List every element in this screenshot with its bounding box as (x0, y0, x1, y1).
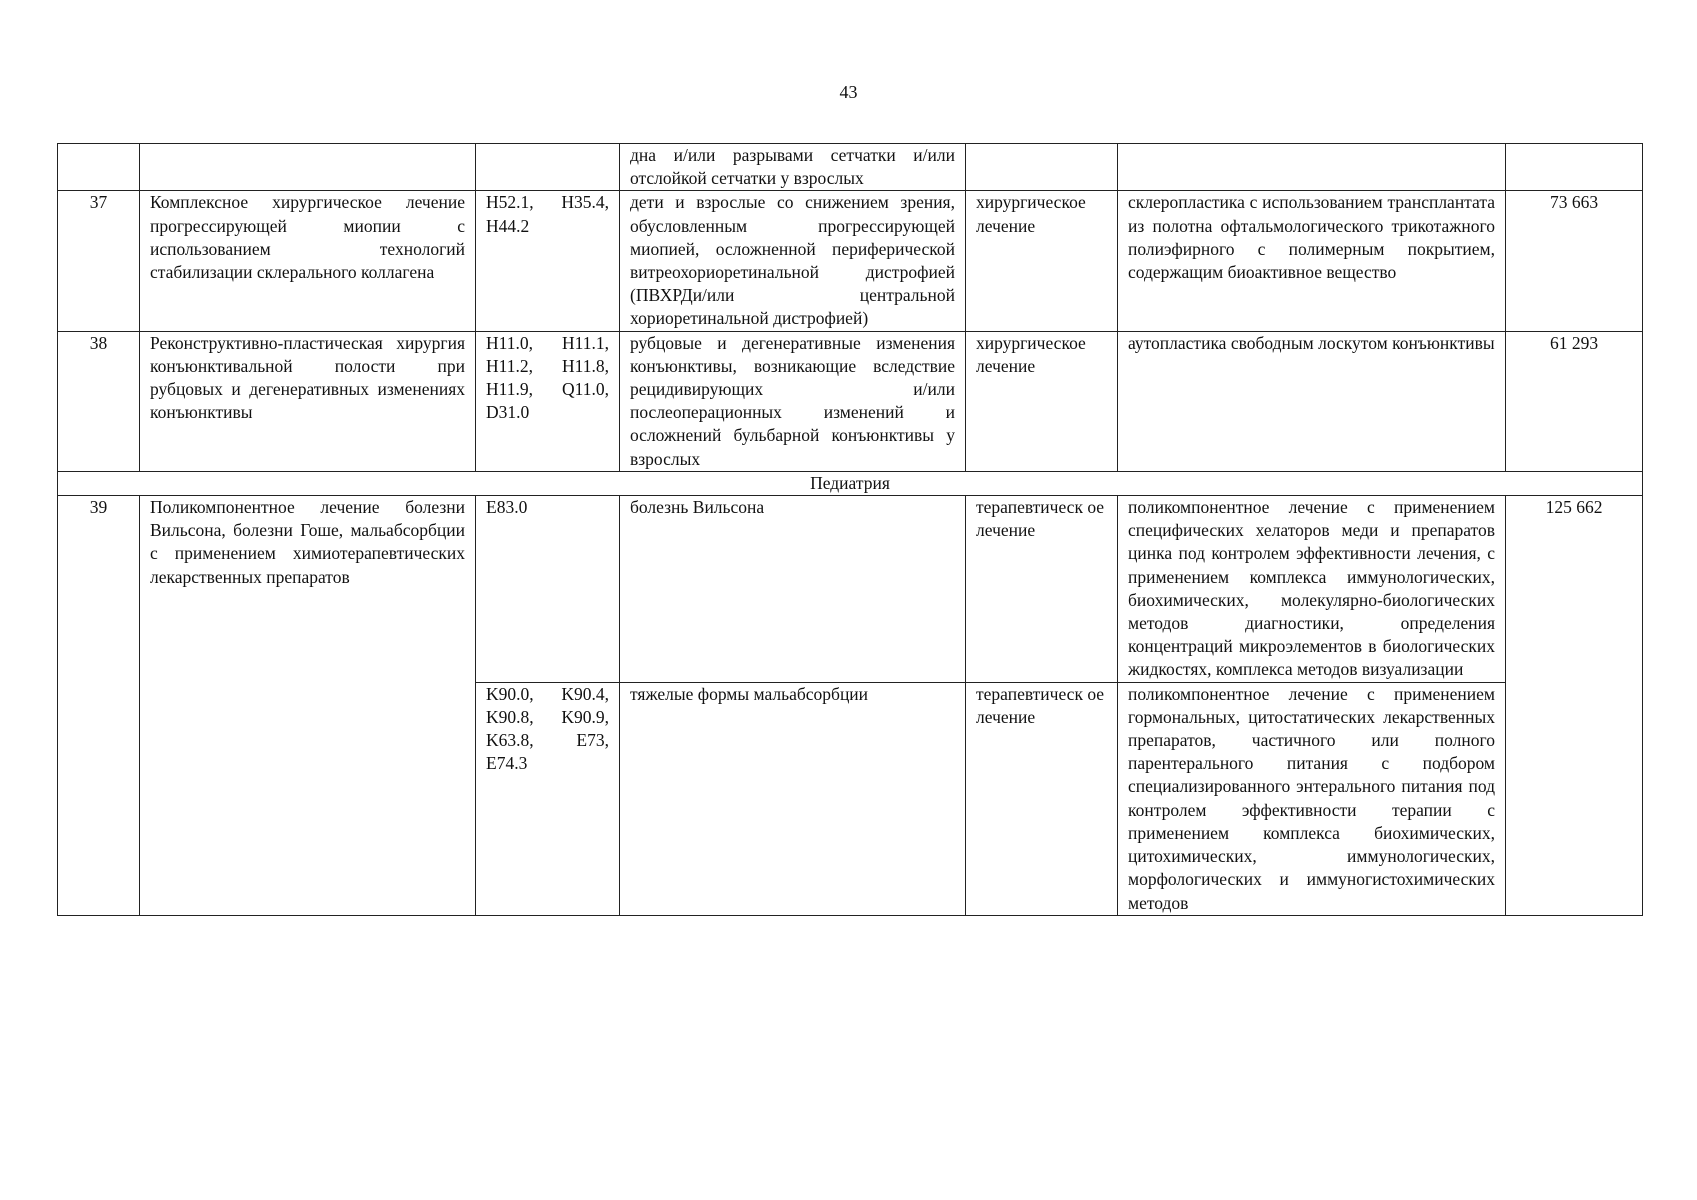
page-number: 43 (839, 82, 858, 102)
patient-conditions: тяжелые формы мальабсорбции (620, 682, 966, 915)
patient-conditions: рубцовые и дегенеративные изменения конъюнктивы, возникающие вследствие рецидивирующих и/или послеоперационных изменений и осложнений бульбарной конъюнктивы у взрослых (620, 331, 966, 471)
name-cell (140, 144, 476, 191)
conditions-cell: дна и/или разрывами сетчатки и/или отслойкой сетчатки у взрослых (620, 144, 966, 191)
treatment-method: поликомпонентное лечение с применением гормональных, цитостатических лекарственных препаратов, частичного или полного парентерального питания с подбором специализированного энтерального питания под контролем эффективности терапии с применением комплекса биохимических, цитохимических, иммунологических, морфологических и иммуногистохимических методов (1128, 683, 1495, 913)
treatment-method: склеропластика с использованием трансплантата из полотна офтальмологического трикотажного полиэфирного с полимерным покрытием, содержащим биоактивное вещество (1118, 191, 1506, 331)
treatment-name: Поликомпонентное лечение болезни Вильсона, болезни Гоше, мальабсорбции с применением химиотерапевтических лекарственных препаратов (140, 496, 476, 916)
treatment-type: терапевтическ ое лечение (966, 496, 1118, 683)
treatment-name: Комплексное хирургическое лечение прогрессирующей миопии с использованием технологий стабилизации склерального коллагена (140, 191, 476, 331)
table-row-37 (58, 191, 1643, 331)
section-title: Педиатрия (58, 471, 1643, 495)
cost-value: 73 663 (1506, 191, 1643, 331)
medical-care-table (57, 143, 1643, 916)
treatment-method-cell (1118, 682, 1506, 915)
treatment-type: терапевтическ ое лечение (966, 682, 1118, 915)
method-cell (1118, 144, 1506, 191)
icd-codes: H52.1, H35.4, H44.2 (476, 191, 620, 331)
table-row-continuation (58, 144, 1643, 191)
row-number: 38 (58, 331, 140, 471)
table-row-38 (58, 331, 1643, 471)
treatment-name: Реконструктивно-пластическая хирургия конъюнктивальной полости при рубцовых и дегенеративных изменениях конъюнктивы (140, 331, 476, 471)
treatment-type: хирургическое лечение (966, 331, 1118, 471)
patient-conditions: болезнь Вильсона (620, 496, 966, 683)
cost-cell (1506, 144, 1643, 191)
treatment-type-cell (966, 144, 1118, 191)
codes-cell (476, 144, 620, 191)
treatment-type: хирургическое лечение (966, 191, 1118, 331)
patient-conditions: дети и взрослые со снижением зрения, обусловленным прогрессирующей миопией, осложненной периферической витреохориоретинальной дистрофией (ПВХРДи/или центральной хориоретинальной дистрофией) (620, 191, 966, 331)
table-row-39 (58, 496, 1643, 683)
icd-codes: K90.0, K90.4, K90.8, K90.9, K63.8, E73, E74.3 (476, 682, 620, 915)
treatment-method: аутопластика свободным лоскутом конъюнктивы (1118, 331, 1506, 471)
row-number: 39 (58, 496, 140, 916)
icd-codes: H11.0, H11.1, H11.2, H11.8, H11.9, Q11.0, D31.0 (476, 331, 620, 471)
cost-value: 125 662 (1506, 496, 1643, 916)
section-row (58, 471, 1643, 495)
row-number: 37 (58, 191, 140, 331)
treatment-method: поликомпонентное лечение с применением специфических хелаторов меди и препаратов цинка под контролем эффективности лечения, с применением комплекса иммунологических, биохимических, молекулярно-биологических методов диагностики, определения концентраций микроэлементов в биологических жидкостях, комплекса методов визуализации (1118, 496, 1506, 683)
num-cell (58, 144, 140, 191)
icd-codes: E83.0 (476, 496, 620, 683)
cost-value: 61 293 (1506, 331, 1643, 471)
